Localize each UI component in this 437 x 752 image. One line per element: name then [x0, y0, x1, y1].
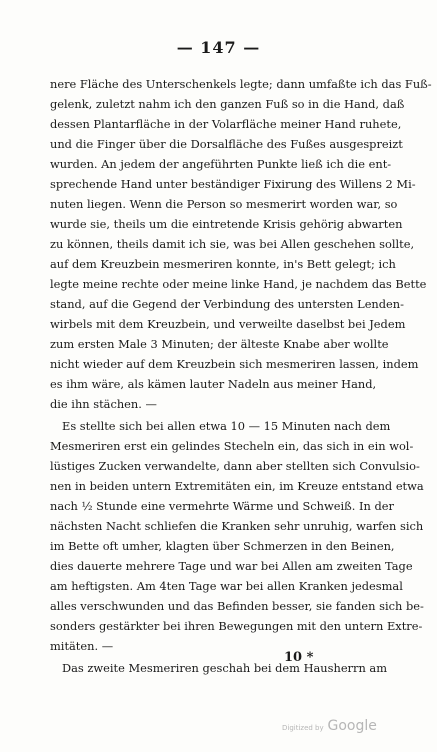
text-line: sonders gestärkter bei ihren Bewegungen mit den untern Extre-	[50, 619, 423, 633]
text-line: nach ½ Stunde eine vermehrte Wärme und Schweiß. In der	[50, 499, 394, 513]
text-line: zu können, theils damit ich sie, was bei Allen geschehen sollte,	[50, 237, 415, 251]
text-line: dies dauerte mehrere Tage und war bei Allen am zweiten Tage	[50, 559, 413, 573]
text-line: zum ersten Male 3 Minuten; der älteste Knabe aber wollte	[50, 337, 389, 351]
google-logo: Google	[327, 718, 377, 734]
text-line: wirbels mit dem Kreuzbein, und verweilte daselbst bei Jedem	[50, 317, 406, 331]
text-line: nen in beiden untern Extremitäten ein, im Kreuze entstand etwa	[50, 479, 424, 493]
text-line: im Bette oft umher, klagten über Schmerzen in den Beinen,	[50, 539, 395, 553]
text-line: nicht wieder auf dem Kreuzbein sich mesmeriren lassen, indem	[50, 357, 419, 371]
text-line: sprechende Hand unter beständiger Fixirung des Willens 2 Mi-	[50, 177, 416, 191]
text-line: nächsten Nacht schliefen die Kranken sehr unruhig, warfen sich	[50, 519, 424, 533]
text-line: und die Finger über die Dorsalfläche des Fußes ausgespreizt	[50, 137, 403, 151]
text-line: Das zweite Mesmeriren geschah bei dem Hausherrn am	[62, 661, 388, 675]
text-line: auf dem Kreuzbein mesmeriren konnte, in's Bett gelegt; ich	[50, 257, 396, 271]
signature-mark: 10 *	[284, 650, 314, 665]
text-line: nuten liegen. Wenn die Person so mesmerirt worden war, so	[50, 197, 398, 211]
text-line: wurde sie, theils um die eintretende Krisis gehörig abwarten	[50, 217, 403, 231]
text-line: gelenk, zuletzt nahm ich den ganzen Fuß so in die Hand, daß	[50, 97, 405, 111]
digitization-watermark	[282, 718, 377, 734]
page-number: — 147 —	[176, 38, 261, 57]
text-line: legte meine rechte oder meine linke Hand, je nachdem das Bette	[50, 277, 427, 291]
body-text	[50, 74, 432, 678]
text-line: dessen Plantarfläche in der Volarfläche meiner Hand ruhete,	[50, 117, 402, 131]
text-line: alles verschwunden und das Befinden besser, sie fanden sich be-	[50, 599, 424, 613]
text-line: nere Fläche des Unterschenkels legte; dann umfaßte ich das Fuß-	[50, 77, 432, 91]
text-line: stand, auf die Gegend der Verbindung des untersten Lenden-	[50, 297, 404, 311]
digitized-by-label: Digitized by	[282, 724, 324, 732]
text-line: Mesmeriren erst ein gelindes Stecheln ein, das sich in ein wol-	[50, 439, 414, 453]
text-line: lüstiges Zucken verwandelte, dann aber stellten sich Convulsio-	[50, 459, 420, 473]
text-line: am heftigsten. Am 4ten Tage war bei allen Kranken jedesmal	[50, 579, 403, 593]
text-line: wurden. An jedem der angeführten Punkte ließ ich die ent-	[50, 157, 392, 171]
text-line: mitäten. —	[50, 639, 114, 653]
text-line: Es stellte sich bei allen etwa 10 — 15 Minuten nach dem	[62, 419, 391, 433]
text-line: die ihn stächen. —	[50, 397, 157, 411]
text-line: es ihm wäre, als kämen lauter Nadeln aus meiner Hand,	[50, 377, 377, 391]
